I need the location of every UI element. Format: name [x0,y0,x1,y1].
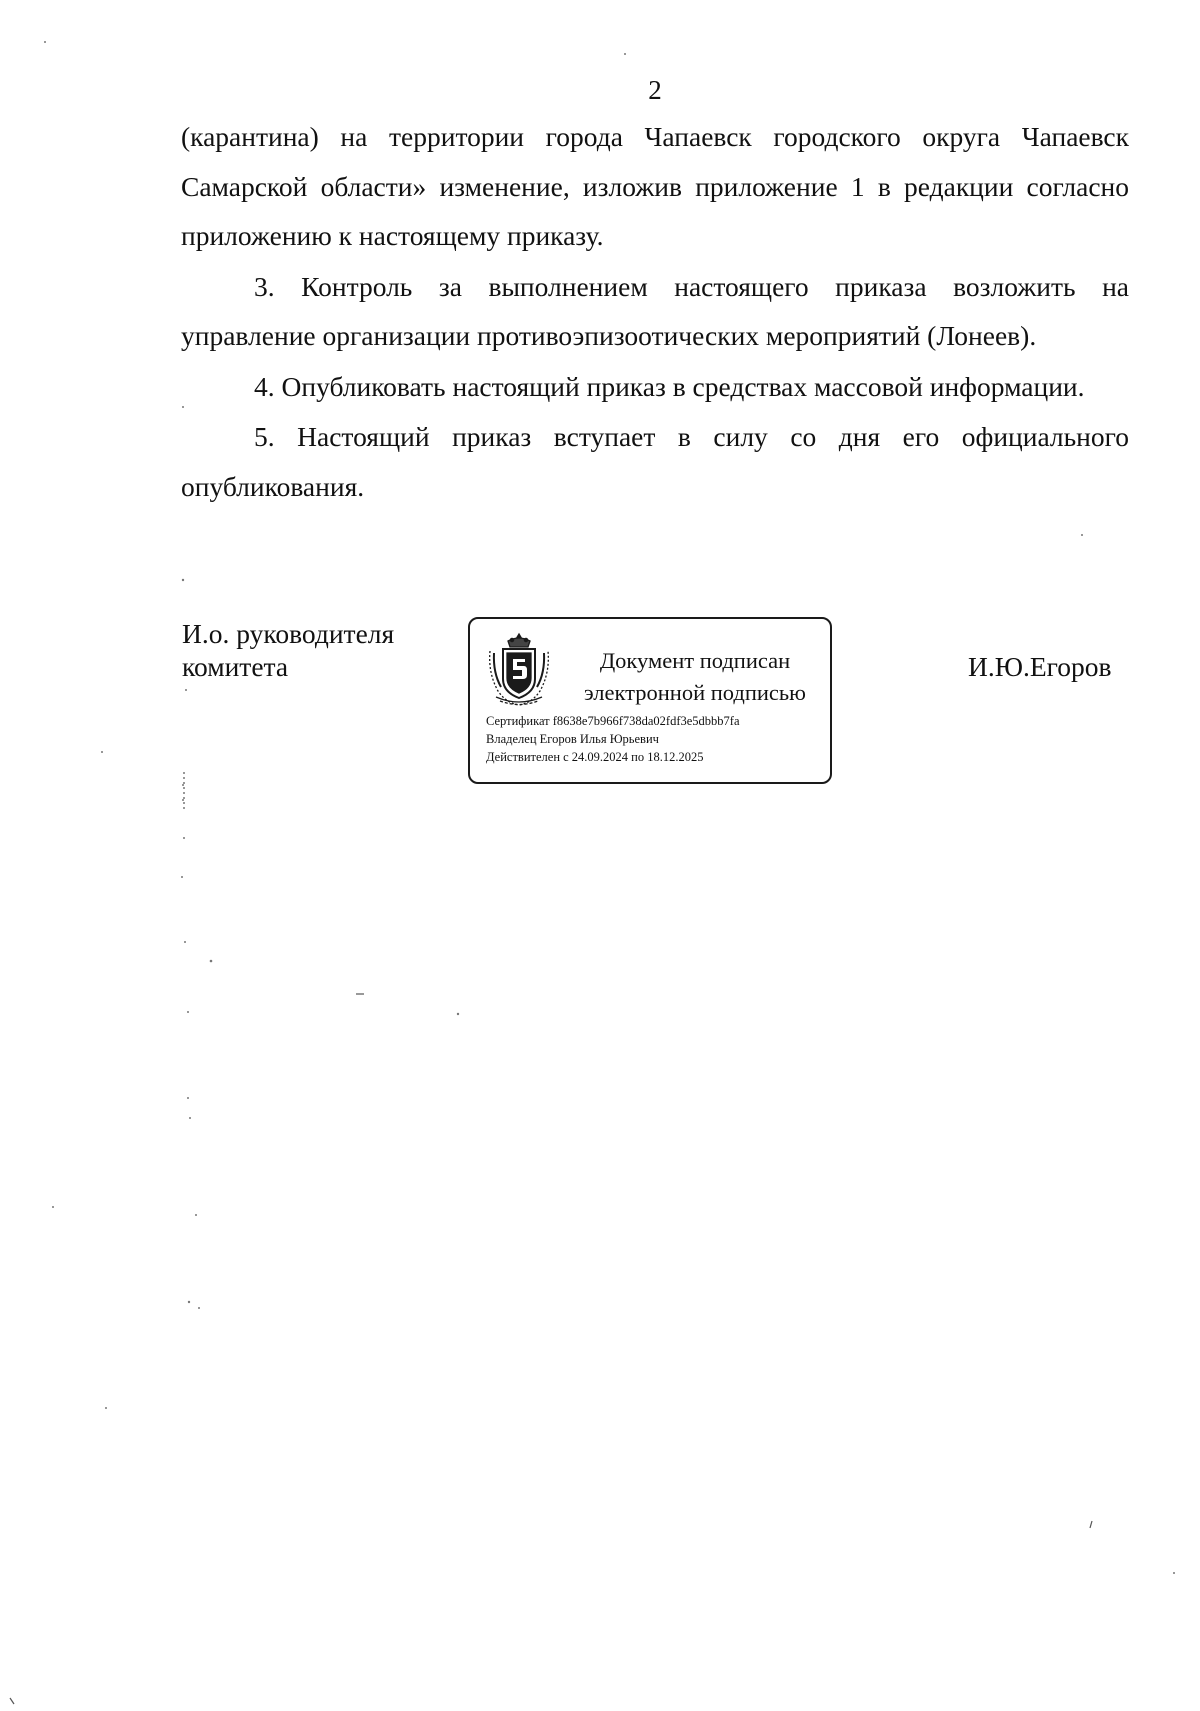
stamp-heading [570,645,820,709]
document-body [181,112,1129,511]
stamp-details [486,712,740,766]
paragraph-item-3: 3. Контроль за выполнением настоящего приказа возложить на управление организации противоэпизоотических мероприятий (Лонеев). [181,270,1129,351]
electronic-signature-stamp [468,617,832,784]
signer-position [182,617,442,683]
stamp-validity: Действителен с 24.09.2024 по 18.12.2025 [486,750,704,764]
signer-position-line-2: комитета [182,651,289,682]
stamp-heading-line-2: электронной подписью [584,680,806,705]
stamp-owner: Владелец Егоров Илья Юрьевич [486,732,659,746]
paragraph-item-4: 4. Опубликовать настоящий приказ в средствах массовой информации. [254,370,1085,402]
signer-name: И.Ю.Егоров [968,651,1112,682]
signer-position-line-1: И.о. руководителя [182,618,395,649]
coat-of-arms-icon [486,631,552,707]
page-number: 2 [648,75,662,105]
stamp-certificate: Сертификат f8638e7b966f738da02fdf3e5dbbb7fa [486,714,740,728]
paragraph-item-5: 5. Настоящий приказ вступает в силу со дня его официального опубликования. [181,421,1129,502]
stamp-heading-line-1: Документ подписан [599,648,791,673]
paragraph-continuation: (карантина) на территории города Чапаевск городского округа Чапаевск Самарской области» изменение, изложив приложение 1 в редакции согласно приложению к настоящему приказу. [181,121,1129,251]
